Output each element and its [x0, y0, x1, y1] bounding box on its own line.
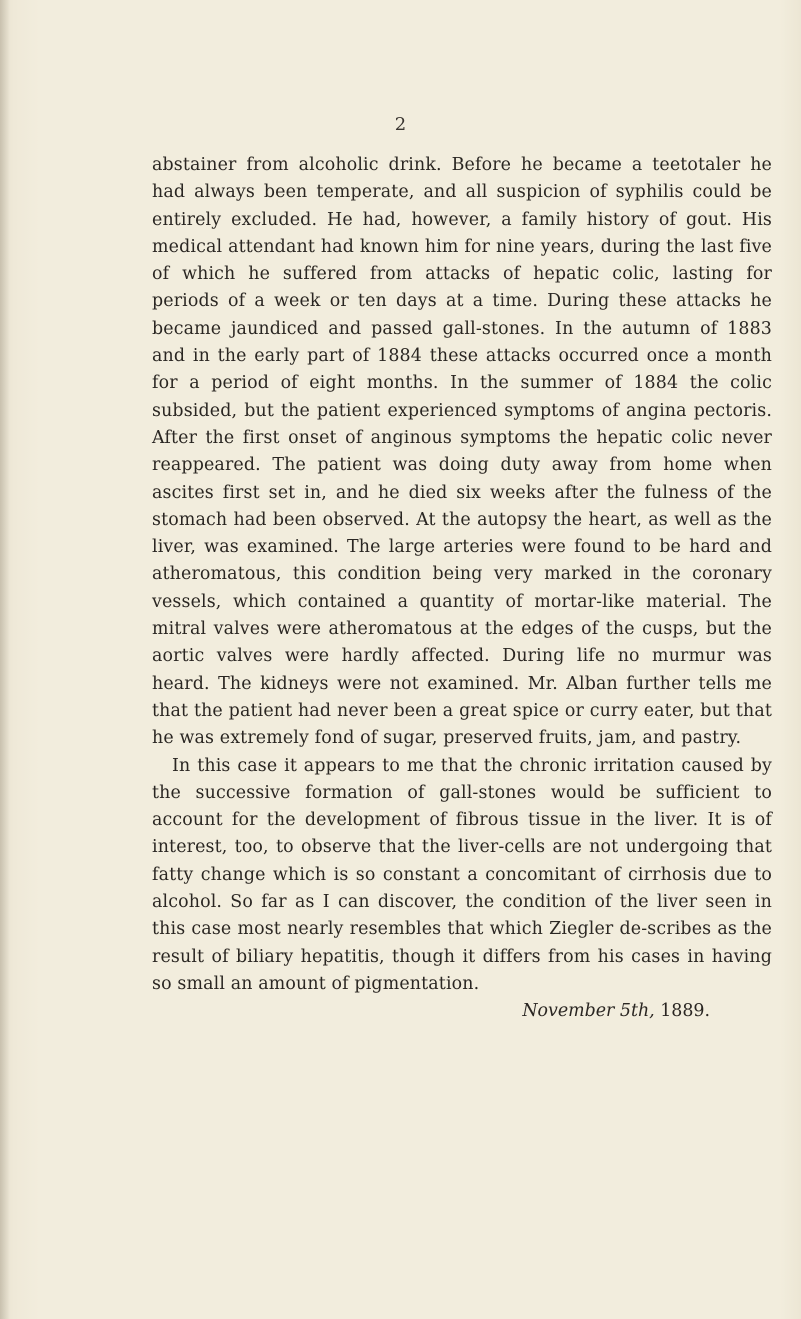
binding-shadow	[0, 0, 10, 1319]
signoff-month-day: November 5th,	[522, 1001, 655, 1022]
signoff-date	[152, 998, 772, 1025]
paragraph-discussion: In this case it appears to me that the chronic irritation caused by the successive formation of gall-stones would be sufficient to account for the development of fibrous tissue in the liver. It is of interest, too, to observe that the liver-cells are not undergoing that fatty change which is so constant a concomitant of cirrhosis due to alcohol. So far as I can discover, the condition of the liver seen in this case most nearly resembles that which Ziegler de-scribes as the result of biliary hepatitis, though it differs from his cases in having so small an amount of pigmentation.	[152, 755, 772, 994]
paragraph-case-history: abstainer from alcoholic drink. Before he became a teetotaler he had always been temperate, and all suspicion of syphilis could be entirely excluded. He had, however, a family history of gout. His medical attendant had known him for nine years, during the last five of which he suffered from attacks of hepatic colic, lasting for periods of a week or ten days at a time. During these attacks he became jaundiced and passed gall-stones. In the autumn of 1883 and in the early part of 1884 these attacks occurred once a month for a period of eight months. In the summer of 1884 the colic subsided, but the patient experienced symptoms of angina pectoris. After the first onset of anginous symptoms the hepatic colic never reappeared. The patient was doing duty away from home when ascites first set in, and he died six weeks after the fulness of the stomach had been observed. At the autopsy the heart, as well as the liver, was examined. The large arteries were found to be hard and atheromatous, this condition being very marked in the coronary vessels, which contained a quantity of mortar-like material. The mitral valves were atheromatous at the edges of the cusps, but the aortic valves were hardly affected. During life no murmur was heard. The kidneys were not examined. Mr. Alban further tells me that the patient had never been a great spice or curry eater, but that he was extremely fond of sugar, preserved fruits, jam, and pastry.	[152, 155, 772, 749]
page-number: 2	[394, 114, 407, 135]
body-text	[152, 152, 772, 1026]
signoff-year: 1889.	[660, 1001, 710, 1022]
